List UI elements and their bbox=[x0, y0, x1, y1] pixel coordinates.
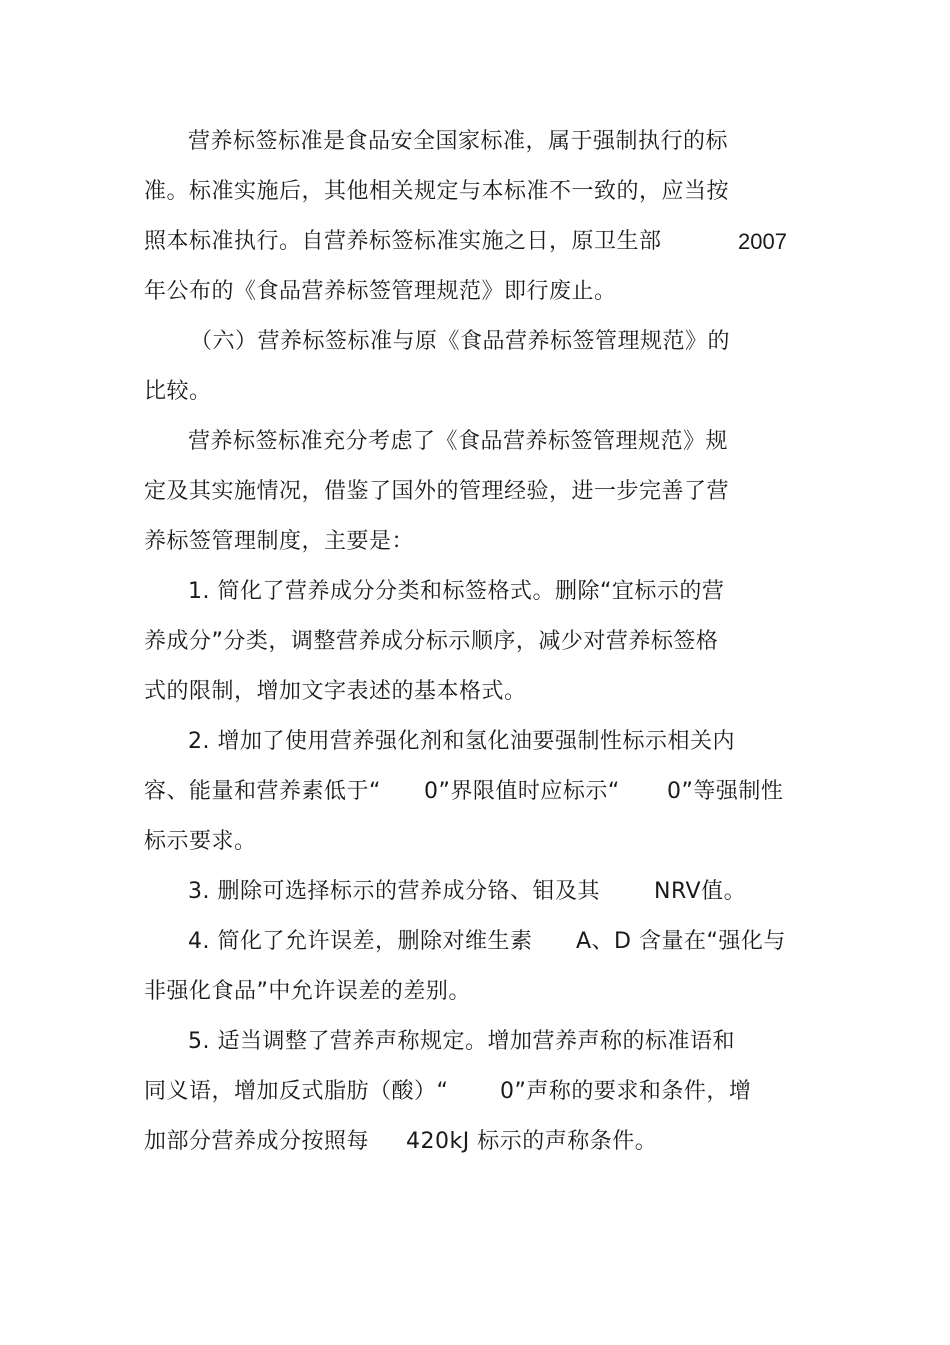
list-item: 1. 简化了营养成分分类和标签格式。删除“宜标示的营 bbox=[188, 579, 725, 604]
text-line: 比较。 bbox=[144, 379, 212, 404]
text-line: 0”界限值时应标示“ bbox=[424, 779, 620, 804]
text-line: A、D 含量在“强化与 bbox=[576, 929, 786, 954]
text-line: 容、能量和营养素低于“ bbox=[144, 779, 381, 804]
text-line: 养成分”分类，调整营养成分标示顺序，减少对营养标签格 bbox=[144, 629, 719, 654]
text-line: 照本标准执行。自营养标签标准实施之日，原卫生部 bbox=[144, 229, 662, 254]
text-line: NRV值。 bbox=[654, 879, 747, 904]
text-line: 年公布的《食品营养标签管理规范》即行废止。 bbox=[144, 279, 617, 304]
list-item: 3. 删除可选择标示的营养成分铬、钼及其 bbox=[188, 879, 600, 904]
text-line-number: 2007 bbox=[738, 229, 787, 254]
text-line: 同义语，增加反式脂肪（酸）“ bbox=[144, 1079, 449, 1104]
text-line: 定及其实施情况，借鉴了国外的管理经验，进一步完善了营 bbox=[144, 479, 730, 504]
text-line: 非强化食品”中允许误差的差别。 bbox=[144, 979, 471, 1004]
text-line: 养标签管理制度，主要是： bbox=[144, 529, 415, 554]
text-line: 营养标签标准是食品安全国家标准，属于强制执行的标 bbox=[188, 129, 729, 154]
section-heading: （六）营养标签标准与原《食品营养标签管理规范》的 bbox=[190, 329, 731, 354]
text-line: 标示要求。 bbox=[144, 829, 257, 854]
text-line: 0”声称的要求和条件，增 bbox=[500, 1079, 752, 1104]
list-item: 4. 简化了允许误差，删除对维生素 bbox=[188, 929, 533, 954]
list-item: 2. 增加了使用营养强化剂和氢化油要强制性标示相关内 bbox=[188, 729, 735, 754]
list-item: 5. 适当调整了营养声称规定。增加营养声称的标准语和 bbox=[188, 1029, 735, 1054]
text-line: 式的限制，增加文字表述的基本格式。 bbox=[144, 679, 527, 704]
text-line: 420kJ 标示的声称条件。 bbox=[406, 1129, 658, 1154]
text-line: 0”等强制性 bbox=[667, 779, 784, 804]
text-line: 营养标签标准充分考虑了《食品营养标签管理规范》规 bbox=[188, 429, 729, 454]
text-line: 准。标准实施后，其他相关规定与本标准不一致的，应当按 bbox=[144, 179, 730, 204]
text-line: 加部分营养成分按照每 bbox=[144, 1129, 370, 1154]
